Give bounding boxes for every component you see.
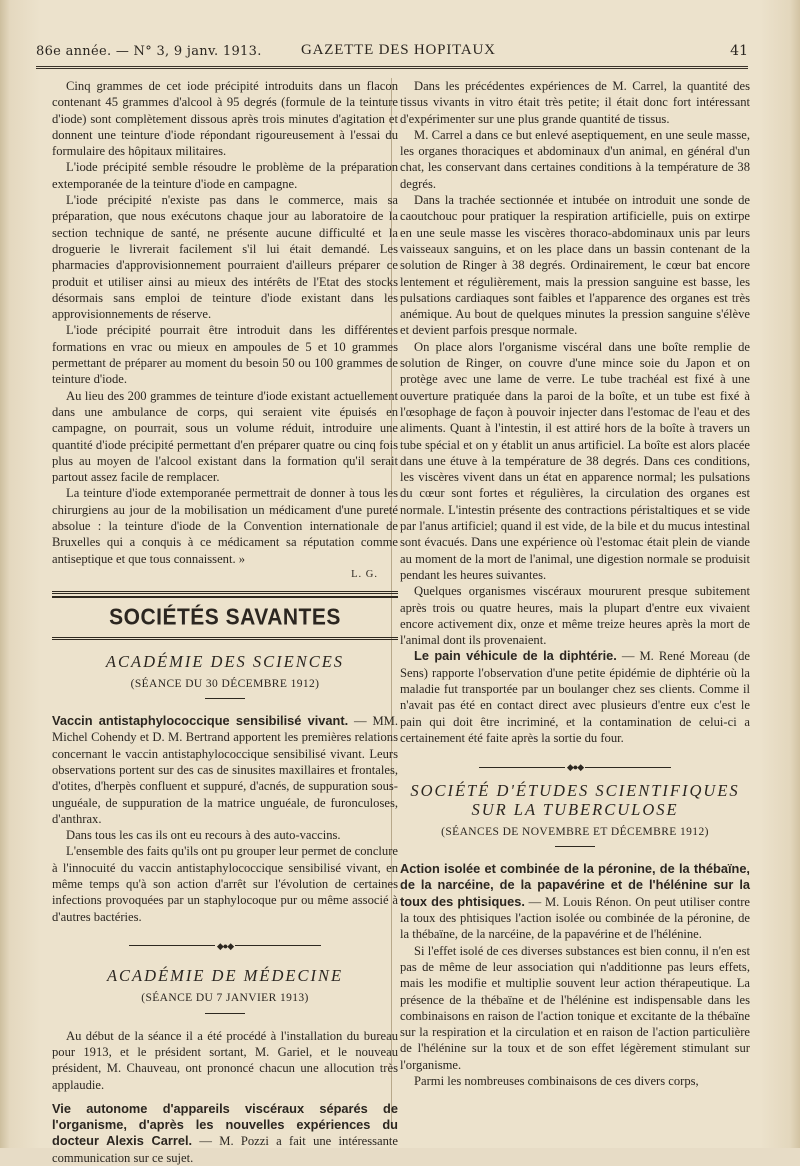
article-paragraph <box>400 861 750 942</box>
paragraph: L'iode précipité semble résoudre le problème de la préparation extemporanée de la teinture d'iode en campagne. <box>52 160 398 191</box>
article-text: — M. Pozzi a fait une intéressante communication sur ce sujet. <box>52 1134 398 1165</box>
ornament-divider: ◆●◆ <box>52 937 398 954</box>
right-column <box>400 78 750 1089</box>
paragraph: Parmi les nombreuses combinaisons de ces divers corps, <box>414 1074 699 1088</box>
journal-title: GAZETTE DES HOPITAUX <box>301 42 496 58</box>
article-text: — MM. Michel Cohendy et D. M. Bertrand apportent les premières relations concernant le vaccin antistaphylococcique sensibilisé vivant. Leurs observations portent sur des cas de sinusites maxillaires et frontales, d'otites, d'herpès confluent et suppuré, d'acnés, de suppuration sous-unguéale, de suppuration de la matrice unguéale, de furonculoses, d'anthrax. <box>52 714 398 826</box>
paragraph: Dans les précédentes expériences de M. Carrel, la quantité des tissus vivants in vitro était très petite; il était donc fort intéressant d'expérimenter sur une plus grande quantité de tissus. <box>400 79 750 126</box>
paragraph: La teinture d'iode extemporanée permettrait de donner à tous les chirurgiens au jour de la mobilisation un médicament d'une pureté absolue : la teinture d'iode de la Convention internationale de Bruxelles qui a conquis à ce médicament sa réputation comme antiseptique et que tous connaissent. » <box>52 486 398 566</box>
article-heading: Action isolée et combinée de la péronine, de la thébaïne, de la narcéine, de la papavérine et de l'hélénine sur la toux des phtisiques. <box>400 861 750 909</box>
paragraph: L'iode précipité pourrait être introduit dans les différentes formations en vrac ou mieux en ampoules de 5 et 10 grammes permettant de préparer au moment du besoin 50 ou 100 grammes de teinture d'iode. <box>52 323 398 387</box>
page-header <box>36 36 748 69</box>
ornament-divider: ◆●◆ <box>400 758 750 775</box>
paragraph: Dans la trachée sectionnée et intubée on introduit une sonde de caoutchouc pour pratiquer la respiration artificielle, puis on extirpe en une seule masse les viscères thoraco-abdominaux unis par leurs vaisseaux sanguins, et on les place dans un bassin contenant de la solution de Ringer à 38 degrés. Ordinairement, le cœur bat encore lentement et régulièrement, mais la pression sanguine est basse, les pulsations cardiaques sont faibles et l'apparence des organes est très anémique. Au bout de quelques minutes la pression sanguine s'élève et devient parfois presque normale. <box>400 193 750 338</box>
signature-line <box>52 567 398 583</box>
article-paragraph <box>52 1101 398 1166</box>
article-paragraph <box>400 648 750 746</box>
divider-rule <box>52 591 398 594</box>
paragraph: Quelques organismes viscéraux moururent presque subitement après trois ou quatre heures, mais la plupart d'entre eux vivaient encore activement dix, onze et même treize heures après la mort de l'animal dont ils provenaient. <box>400 584 750 648</box>
paragraph: L'ensemble des faits qu'ils ont pu grouper leur permet de conclure à l'innocuité du vaccin antistaphylococcique sensibilisé vivant, en même temps qu'à son action d'arrêt sur l'évolution de certaines infections provoquées par un staphylocoque pur ou même associé à d'autres bactéries. <box>52 844 398 924</box>
left-column <box>52 78 398 1166</box>
section-title: SOCIÉTÉS SAVANTES <box>109 604 341 631</box>
paragraph: L'iode précipité n'existe pas dans le commerce, mais sa préparation, que nous exécutons chaque jour au laboratoire de la section technique de santé, ne présente aucune difficulté et la droguerie le livrerait facilement s'il lui était demandé. Les pharmacies d'approvisionnement pourraient d'ailleurs préparer ce produit et utiliser ainsi au mieux des intérêts de l'Etat des stocks désormais sans emploi de teinture d'iode existant dans les approvisionnements de réserve. <box>52 193 398 322</box>
paragraph: Cinq grammes de cet iode précipité introduits dans un flacon contenant 45 grammes d'alcool à 95 degrés (formule de la teinture d'iode) sont complètement dissous après trois minutes d'agitation et donnent une teinture d'iode répondant rigoureusement à l'essai du formulaire des hôpitaux militaires. <box>52 79 398 159</box>
paragraph-with-signature <box>52 485 398 566</box>
subsection-title: SOCIÉTÉ D'ÉTUDES SCIENTIFIQUES <box>410 781 740 801</box>
article-text: — M. Louis Rénon. On peut utiliser contre la toux des phtisiques l'action isolée ou combinée de la péronine, de la thébaïne, de la narcéine, de la papavérine et de l'hélénine. <box>400 894 750 942</box>
page-number: 41 <box>730 43 748 59</box>
paragraph: On place alors l'organisme viscéral dans une boîte remplie de solution de Ringer, on couvre d'une mince soie du Japon et on protège avec une lame de verre. Le tube trachéal est fixé à une ouverture pratiquée dans la paroi de la boîte, et un tube est fixé à l'œsophage de façon à pouvoir injecter dans l'estomac de l'eau et des aliments. Quant à l'intestin, il est attiré hors de la boîte à travers un tube spécial et on y établit un anus artificiel. La boîte est alors placée dans une étuve à la température de 38 degrés. Dans ces conditions, les viscères vivent dans un état en apparence normal; les pulsations du cœur sont fortes et régulières, la circulation des organes est normale. L'intestin présente des contractions péristaltiques et se vide par l'anus artificiel; quand il est vide, de la bile et du mucus intestinal sont évacués. Dans une expérience où l'estomac était plein de viande au moment de la mort de l'animal, une digestion normale se produisit pendant les heures suivantes. <box>400 339 750 582</box>
article-text: — M. René Moreau (de Sens) rapporte l'observation d'une petite épidémie de diphtérie où la maladie fut transportée par un boulanger chez ses clients. Comme il n'avait pas été en contact direct avec plusieurs d'entre eux c'est le pain qui doit être incriminé, et la contamination de celui-ci a certainement été faite après la sortie du four. <box>400 649 750 745</box>
issue-info: 86e année. — N° 3, 9 janv. 1913. <box>36 44 262 59</box>
paragraph: Si l'effet isolé de ces diverses substances est bien connu, il n'en est pas de même de leur association qui n'additionne pas leurs effets, mais les modifie et multiplie souvent leur action thérapeutique. La présence de la thébaïne et de l'hélénine est indispensable dans les combinaisons en raison de l'action tonique et excitante de la thébaïne sur la respiration et la circulation et en raison de l'action particulière de l'hélénine sur la toux et de son effet légèrement stimulant sur l'organisme. <box>400 943 750 1072</box>
session-date: (SÉANCES DE NOVEMBRE ET DÉCEMBRE 1912) <box>441 825 709 838</box>
short-rule <box>205 1013 245 1014</box>
author-initials: L. G. <box>351 568 378 580</box>
subsection-title: ACADÉMIE DE MÉDECINE <box>106 966 344 986</box>
paragraph: Au début de la séance il a été procédé à l'installation du bureau pour 1913, et le président sortant, M. Gariel, et le nouveau président, M. Chauveau, ont prononcé chacun une allocution très applaudie. <box>52 1028 398 1092</box>
short-rule <box>555 846 595 847</box>
subsection-title: ACADÉMIE DES SCIENCES <box>105 651 345 671</box>
session-date: (SÉANCE DU 30 DÉCEMBRE 1912) <box>130 677 320 690</box>
section-header <box>52 596 398 639</box>
subsection-title-line2: SUR LA TUBERCULOSE <box>471 799 679 819</box>
short-rule <box>205 698 245 699</box>
paragraph: Au lieu des 200 grammes de teinture d'iode existant actuellement dans une ambulance de corps, qui seraient vite épuisés en campagne, on pourrait, sous un volume réduit, introduire une quantité d'iode précipité permettant d'en préparer quatre ou cinq fois plus au moyen de l'alcool existant dans la formation qu'il serait partout assez facile de remplacer. <box>52 388 398 485</box>
article-paragraph <box>52 713 398 827</box>
session-date: (SÉANCE DU 7 JANVIER 1913) <box>141 992 309 1005</box>
article-heading: Le pain véhicule de la diphtérie. <box>414 648 617 664</box>
article-heading: Vaccin antistaphylococcique sensibilisé vivant. <box>52 713 349 729</box>
article-heading: Vie autonome d'appareils viscéraux séparés de l'organisme, d'après les nouvelles expériences du docteur Alexis Carrel. <box>52 1100 398 1149</box>
paragraph: M. Carrel a dans ce but enlevé aseptiquement, en une seule masse, les organes thoraciques et abdominaux d'un animal, en général d'un chat, les conservant dans certaines conditions à la température de 38 degrés. <box>400 127 750 191</box>
paragraph: Dans tous les cas ils ont eu recours à des auto-vaccins. <box>66 828 341 843</box>
